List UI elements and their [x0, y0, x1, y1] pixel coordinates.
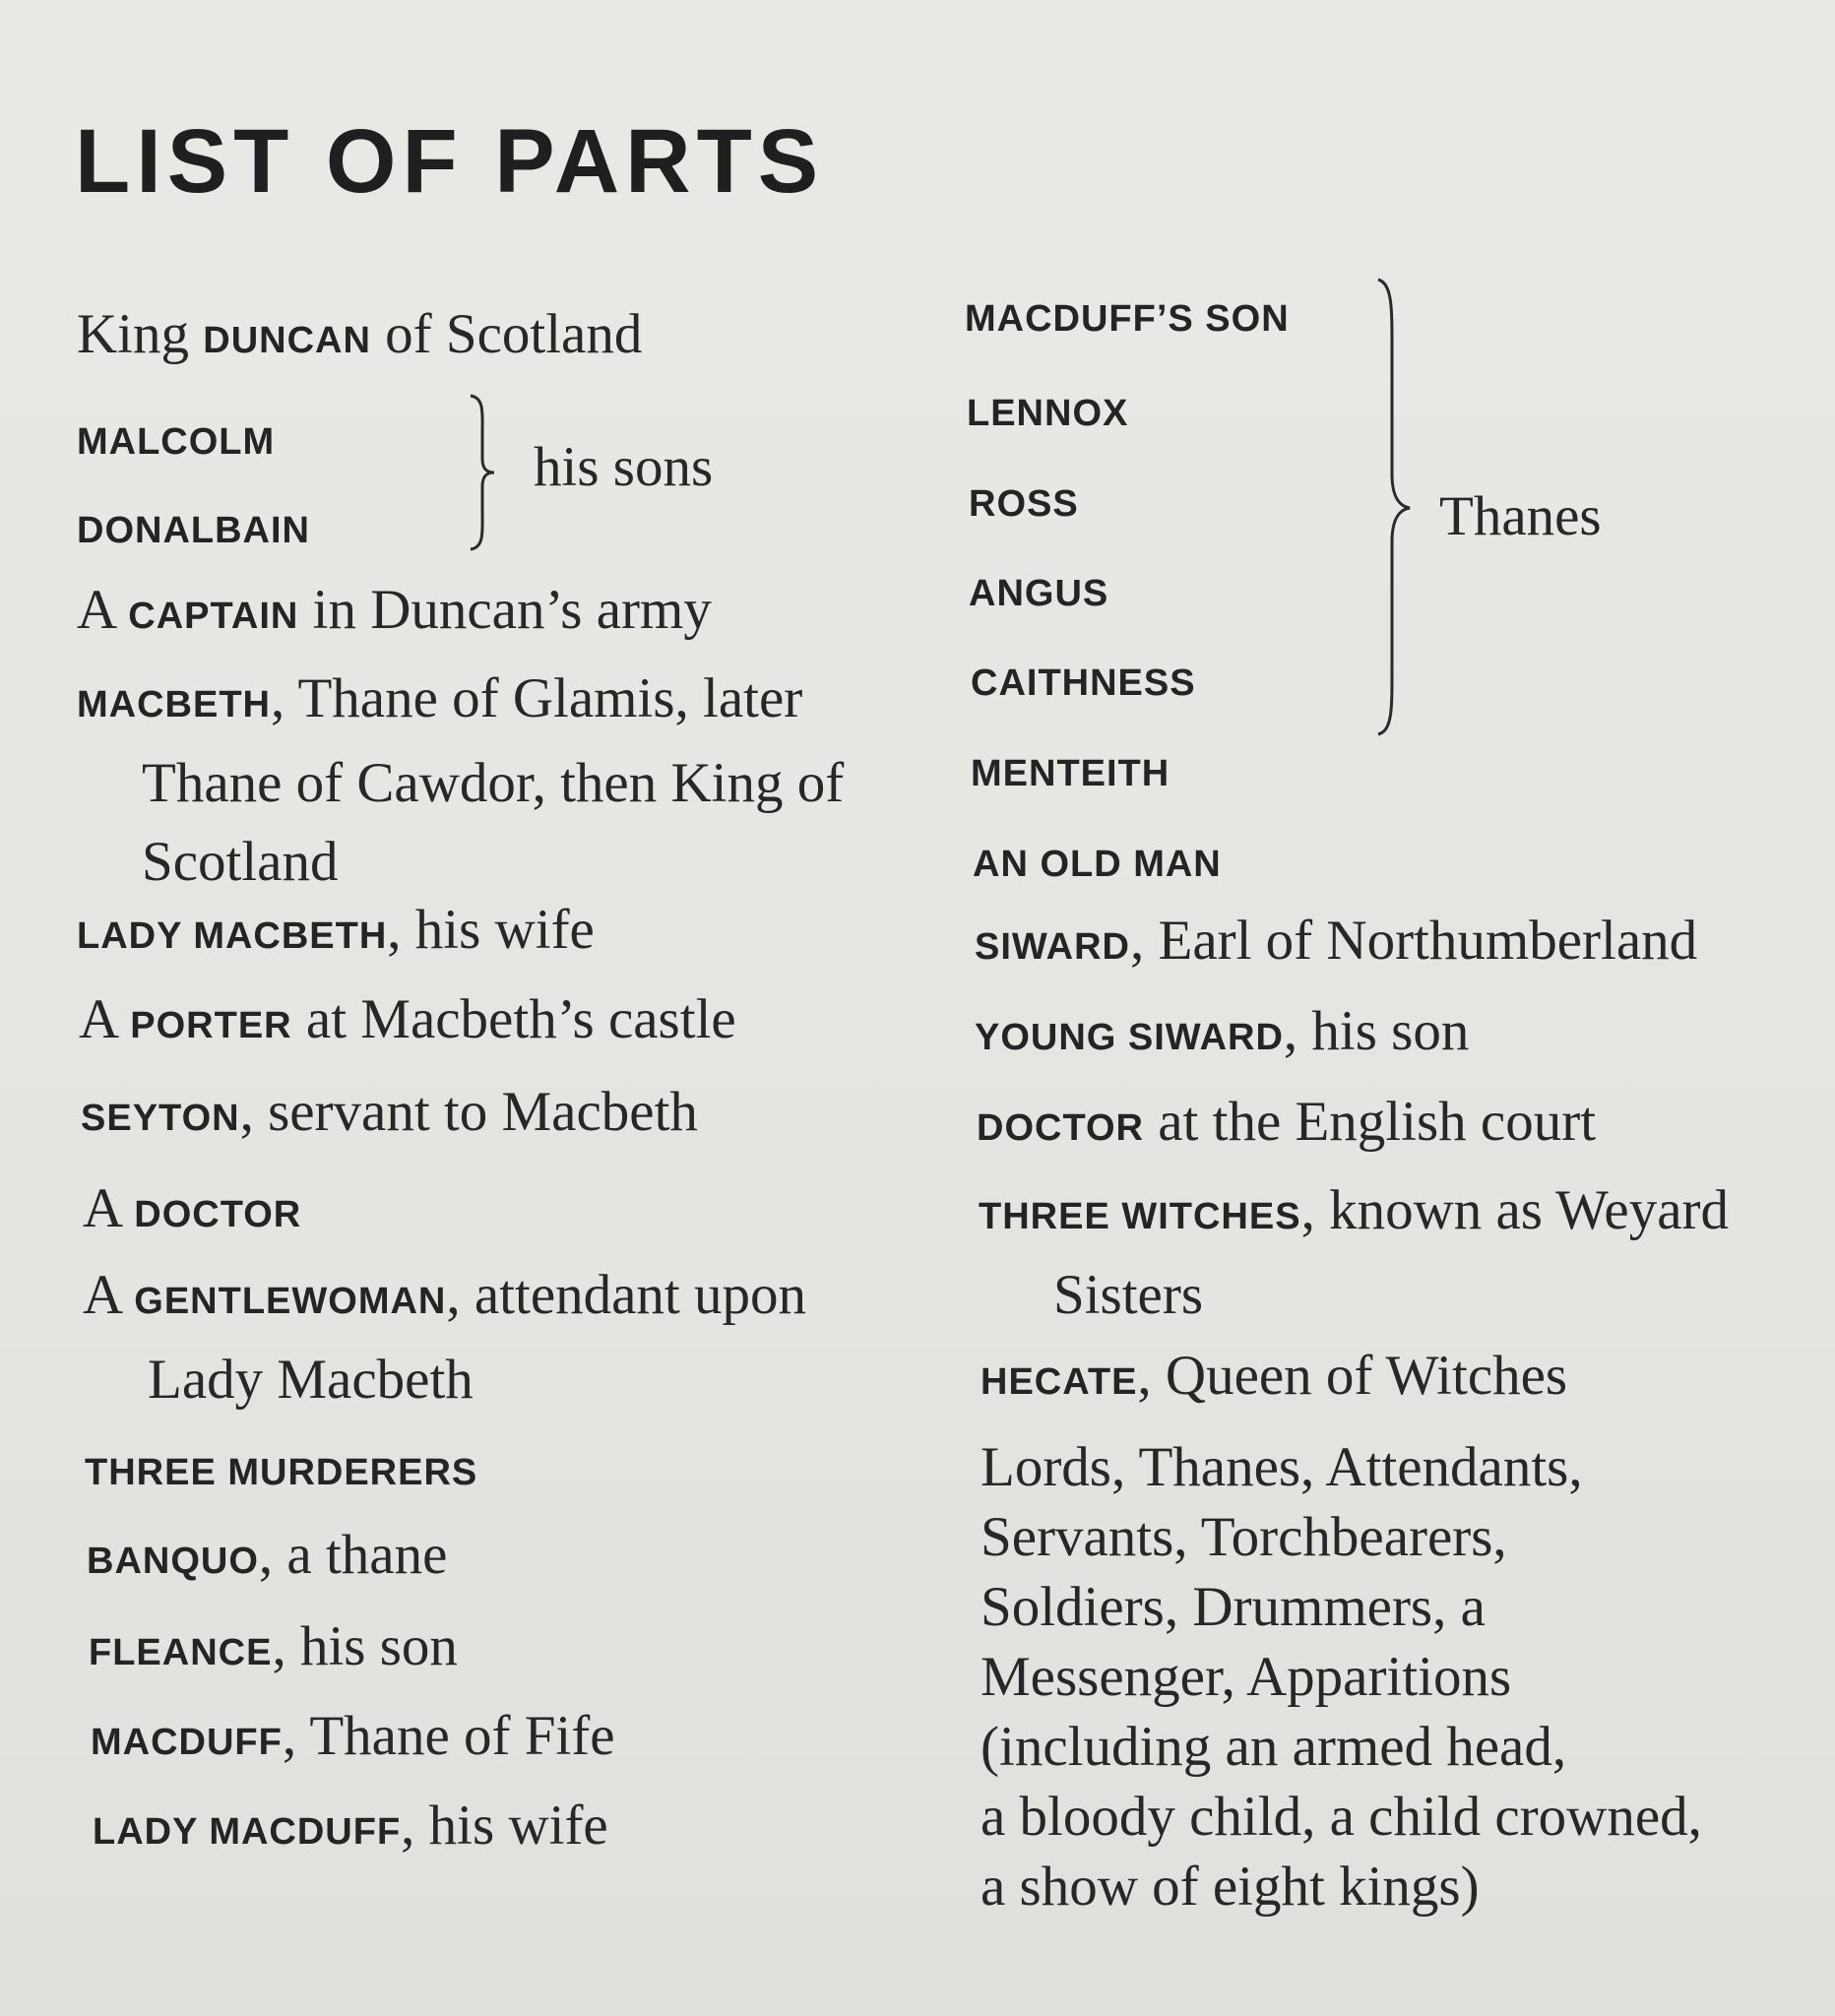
- character-name: GENTLEWOMAN: [134, 1281, 447, 1322]
- entry-murderers: [85, 1427, 477, 1512]
- character-name: LENNOX: [967, 393, 1129, 434]
- entry-captain: [77, 571, 712, 656]
- character-name: DOCTOR: [134, 1194, 302, 1235]
- entry-prefix: A: [79, 988, 131, 1050]
- entry-prefix: A: [77, 579, 129, 641]
- entry-menteith: [971, 728, 1170, 813]
- thanes-label: Thanes: [1439, 485, 1602, 547]
- character-name: ANGUS: [969, 573, 1109, 614]
- entry-caithness: [971, 638, 1196, 723]
- entry-prefix: A: [83, 1177, 135, 1239]
- character-name: MALCOLM: [77, 421, 276, 463]
- supporting-cast-line: a show of eight kings): [981, 1856, 1480, 1918]
- entry-description: , Earl of Northumberland: [1130, 910, 1698, 972]
- character-name: SIWARD: [975, 926, 1130, 968]
- character-name: MENTEITH: [971, 753, 1171, 794]
- entry-description: , his wife: [401, 1795, 608, 1857]
- sons-label: his sons: [534, 436, 714, 498]
- entry-angus: [969, 548, 1108, 633]
- character-name: BANQUO: [87, 1541, 259, 1582]
- entry-description: , Thane of Glamis, later: [270, 667, 803, 729]
- character-name: ROSS: [969, 483, 1079, 525]
- entry-description: at the English court: [1143, 1091, 1597, 1153]
- page-title: LIST OF PARTS: [75, 111, 825, 212]
- entry-continuation: Sisters: [1053, 1264, 1204, 1326]
- entry-description: in Duncan’s army: [298, 579, 712, 641]
- entry-duncan: [77, 295, 642, 380]
- character-name: DONALBAIN: [77, 510, 310, 551]
- character-name: LADY MACDUFF: [93, 1811, 402, 1853]
- entry-doctor: [83, 1169, 301, 1254]
- entry-description: , a thane: [258, 1524, 448, 1586]
- entry-seyton: [81, 1073, 698, 1158]
- entry-macbeth: [77, 660, 844, 902]
- entry-porter: [79, 980, 736, 1065]
- entry-witches: [979, 1171, 1729, 1335]
- entry-gentlewoman: [83, 1256, 806, 1419]
- entry-continuation: Scotland: [142, 831, 339, 893]
- entry-prefix: King: [77, 303, 204, 365]
- entry-description: , servant to Macbeth: [239, 1081, 698, 1143]
- entry-description: , his wife: [387, 899, 595, 961]
- character-name: HECATE: [981, 1361, 1138, 1403]
- entry-description: , Queen of Witches: [1137, 1345, 1568, 1407]
- character-name: MACDUFF’S SON: [965, 298, 1290, 340]
- entry-continuation: Lady Macbeth: [148, 1349, 474, 1411]
- entry-description: , Thane of Fife: [282, 1705, 615, 1767]
- entry-description: , his son: [272, 1615, 458, 1677]
- entry-description: , known as Weyard: [1300, 1179, 1729, 1241]
- character-name: THREE WITCHES: [979, 1196, 1301, 1237]
- character-name: FLEANCE: [89, 1632, 273, 1673]
- character-name: YOUNG SIWARD: [975, 1017, 1284, 1058]
- sons-brace: [467, 394, 496, 551]
- character-name: MACBETH: [77, 684, 271, 725]
- thanes-brace: [1374, 278, 1414, 736]
- supporting-cast-line: Servants, Torchbearers,: [981, 1506, 1507, 1568]
- character-name: CAITHNESS: [971, 662, 1196, 704]
- entry-malcolm: [77, 397, 275, 481]
- entry-macduff: [91, 1697, 615, 1782]
- supporting-cast-line: Lords, Thanes, Attendants,: [981, 1436, 1583, 1498]
- entry-ross: [969, 459, 1079, 543]
- character-name: MACDUFF: [91, 1722, 283, 1763]
- supporting-cast-line: a bloody child, a child crowned,: [981, 1786, 1702, 1848]
- entry-prefix: A: [83, 1264, 135, 1326]
- entry-lennox: [967, 368, 1128, 453]
- character-name: DOCTOR: [977, 1107, 1144, 1149]
- entry-old-man: [973, 819, 1222, 904]
- entry-young-siward: [975, 992, 1469, 1077]
- entry-lady-macbeth: [77, 891, 595, 976]
- entry-description: of Scotland: [370, 303, 643, 365]
- entry-description: , his son: [1283, 1000, 1470, 1062]
- character-name: SEYTON: [81, 1098, 240, 1139]
- entry-banquo: [87, 1516, 447, 1601]
- entry-macduffs-son: [965, 274, 1290, 358]
- entry-donalbain: [77, 485, 310, 570]
- supporting-cast-line: Soldiers, Drummers, a: [981, 1576, 1486, 1638]
- character-name: PORTER: [130, 1005, 292, 1046]
- entry-continuation: Thane of Cawdor, then King of: [142, 752, 845, 814]
- entry-hecate: [981, 1337, 1567, 1421]
- entry-siward: [975, 902, 1697, 986]
- entry-description: , attendant upon: [446, 1264, 807, 1326]
- character-name: CAPTAIN: [128, 596, 299, 637]
- supporting-cast-line: (including an armed head,: [981, 1716, 1567, 1778]
- supporting-cast-list: [981, 1432, 1702, 1922]
- character-name: AN OLD MAN: [973, 844, 1222, 885]
- character-name: DUNCAN: [203, 320, 371, 361]
- character-name: THREE MURDERERS: [85, 1452, 478, 1493]
- entry-doctor-english: [977, 1083, 1596, 1167]
- entry-fleance: [89, 1607, 458, 1692]
- entry-description: at Macbeth’s castle: [291, 988, 736, 1050]
- character-name: LADY MACBETH: [77, 915, 388, 957]
- supporting-cast-line: Messenger, Apparitions: [981, 1646, 1512, 1708]
- entry-lady-macduff: [93, 1787, 608, 1871]
